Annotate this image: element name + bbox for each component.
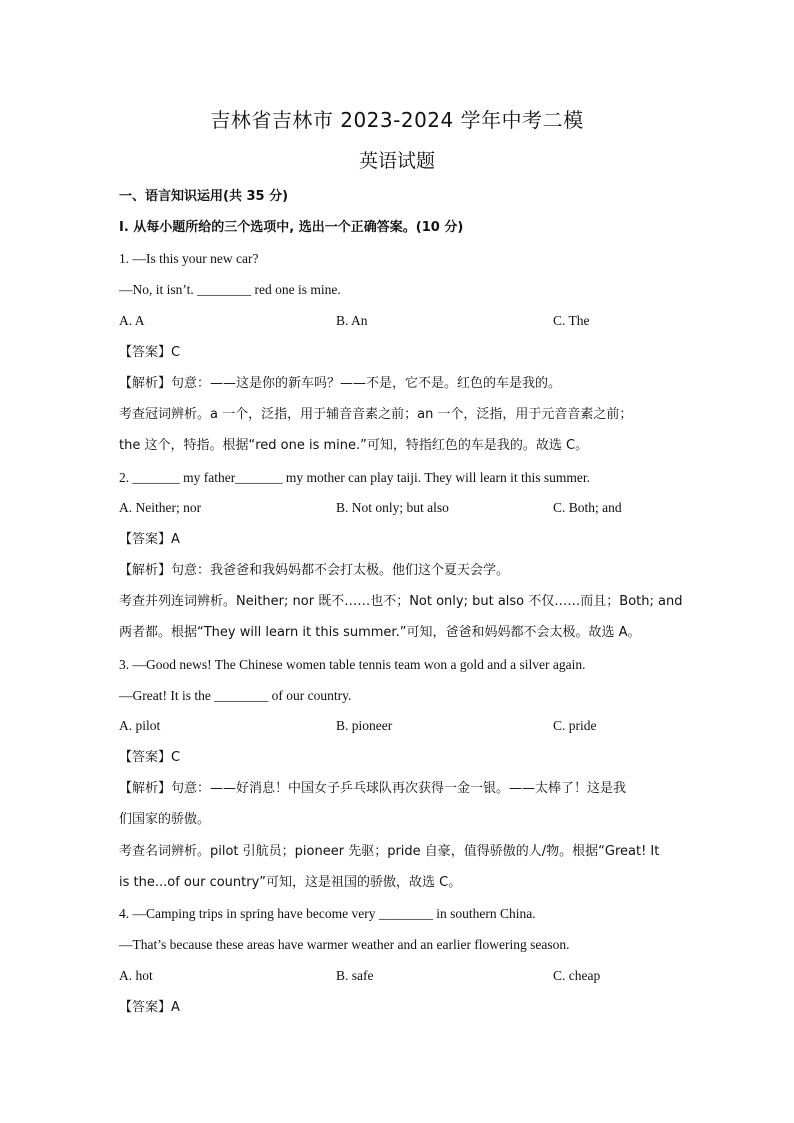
- question-3-option-b: B. pioneer: [336, 718, 393, 733]
- question-2-option-a: A. Neither; nor: [119, 500, 202, 515]
- question-2-option-c: C. Both; and: [553, 500, 622, 515]
- question-4-option-b: B. safe: [336, 968, 374, 983]
- question-1-answer: 【答案】C: [119, 345, 181, 360]
- question-3-analysis-line: is the...of our country”可知，这是祖国的骄傲，故选 C。: [119, 875, 462, 890]
- question-2-analysis-line: 考查并列连词辨析。Neither; nor 既不……也不；Not only; but also 不仅……而且；Both; and: [119, 594, 683, 609]
- question-3-option-c: C. pride: [553, 718, 597, 733]
- question-3-option-a: A. pilot: [119, 718, 161, 733]
- question-3-analysis-line: 考查名词辨析。pilot 引航员；pioneer 先驱；pride 自豪，值得骄傲的人/物。根据“Great! It: [119, 844, 660, 859]
- question-2-option-b: B. Not only; but also: [336, 500, 449, 515]
- question-1-reply: —No, it isn’t. ________ red one is mine.: [119, 282, 341, 297]
- section-heading: 一、语言知识运用(共 35 分): [119, 189, 289, 204]
- document-subtitle: 英语试题: [358, 150, 435, 172]
- question-2-analysis-line: 【解析】句意：我爸爸和我妈妈都不会打太极。他们这个夏天会学。: [119, 563, 510, 578]
- question-1-option-c: C. The: [553, 313, 590, 328]
- question-4-stem: 4. —Camping trips in spring have become very ________ in southern China.: [119, 906, 536, 921]
- question-3-analysis-line: 们国家的骄傲。: [119, 812, 211, 827]
- question-1-analysis-line: 【解析】句意：——这是你的新车吗？——不是，它不是。红色的车是我的。: [119, 376, 562, 391]
- question-4-reply: —That’s because these areas have warmer weather and an earlier flowering season.: [119, 937, 570, 952]
- question-2-analysis-line: 两者都。根据“They will learn it this summer.”可知，爸爸和妈妈都不会太极。故选 A。: [119, 625, 641, 640]
- question-3-stem: 3. —Good news! The Chinese women table tennis team won a gold and a silver again.: [119, 657, 586, 672]
- question-1-stem: 1. —Is this your new car?: [119, 251, 259, 266]
- question-4-option-c: C. cheap: [553, 968, 601, 983]
- question-3-answer: 【答案】C: [119, 750, 181, 765]
- question-3-reply: —Great! It is the ________ of our country.: [119, 688, 352, 703]
- instruction: I. 从每小题所给的三个选项中, 选出一个正确答案。(10 分): [119, 220, 464, 235]
- question-2-stem: 2. _______ my father_______ my mother can play taiji. They will learn it this summer.: [119, 470, 591, 485]
- question-1-analysis-line: the 这个，特指。根据“red one is mine.”可知，特指红色的车是我的。故选 C。: [119, 438, 589, 453]
- question-1-option-b: B. An: [336, 313, 368, 328]
- question-1-analysis-line: 考查冠词辨析。a 一个，泛指，用于辅音音素之前；an 一个，泛指，用于元音音素之前；: [119, 407, 633, 422]
- document-title: 吉林省吉林市 2023-2024 学年中考二模: [210, 108, 584, 132]
- question-3-analysis-line: 【解析】句意：——好消息！中国女子乒乓球队再次获得一金一银。——太棒了！这是我: [119, 781, 627, 796]
- question-1-option-a: A. A: [119, 313, 145, 328]
- question-2-answer: 【答案】A: [119, 532, 180, 547]
- question-4-option-a: A. hot: [119, 968, 153, 983]
- question-4-answer: 【答案】A: [119, 1000, 180, 1015]
